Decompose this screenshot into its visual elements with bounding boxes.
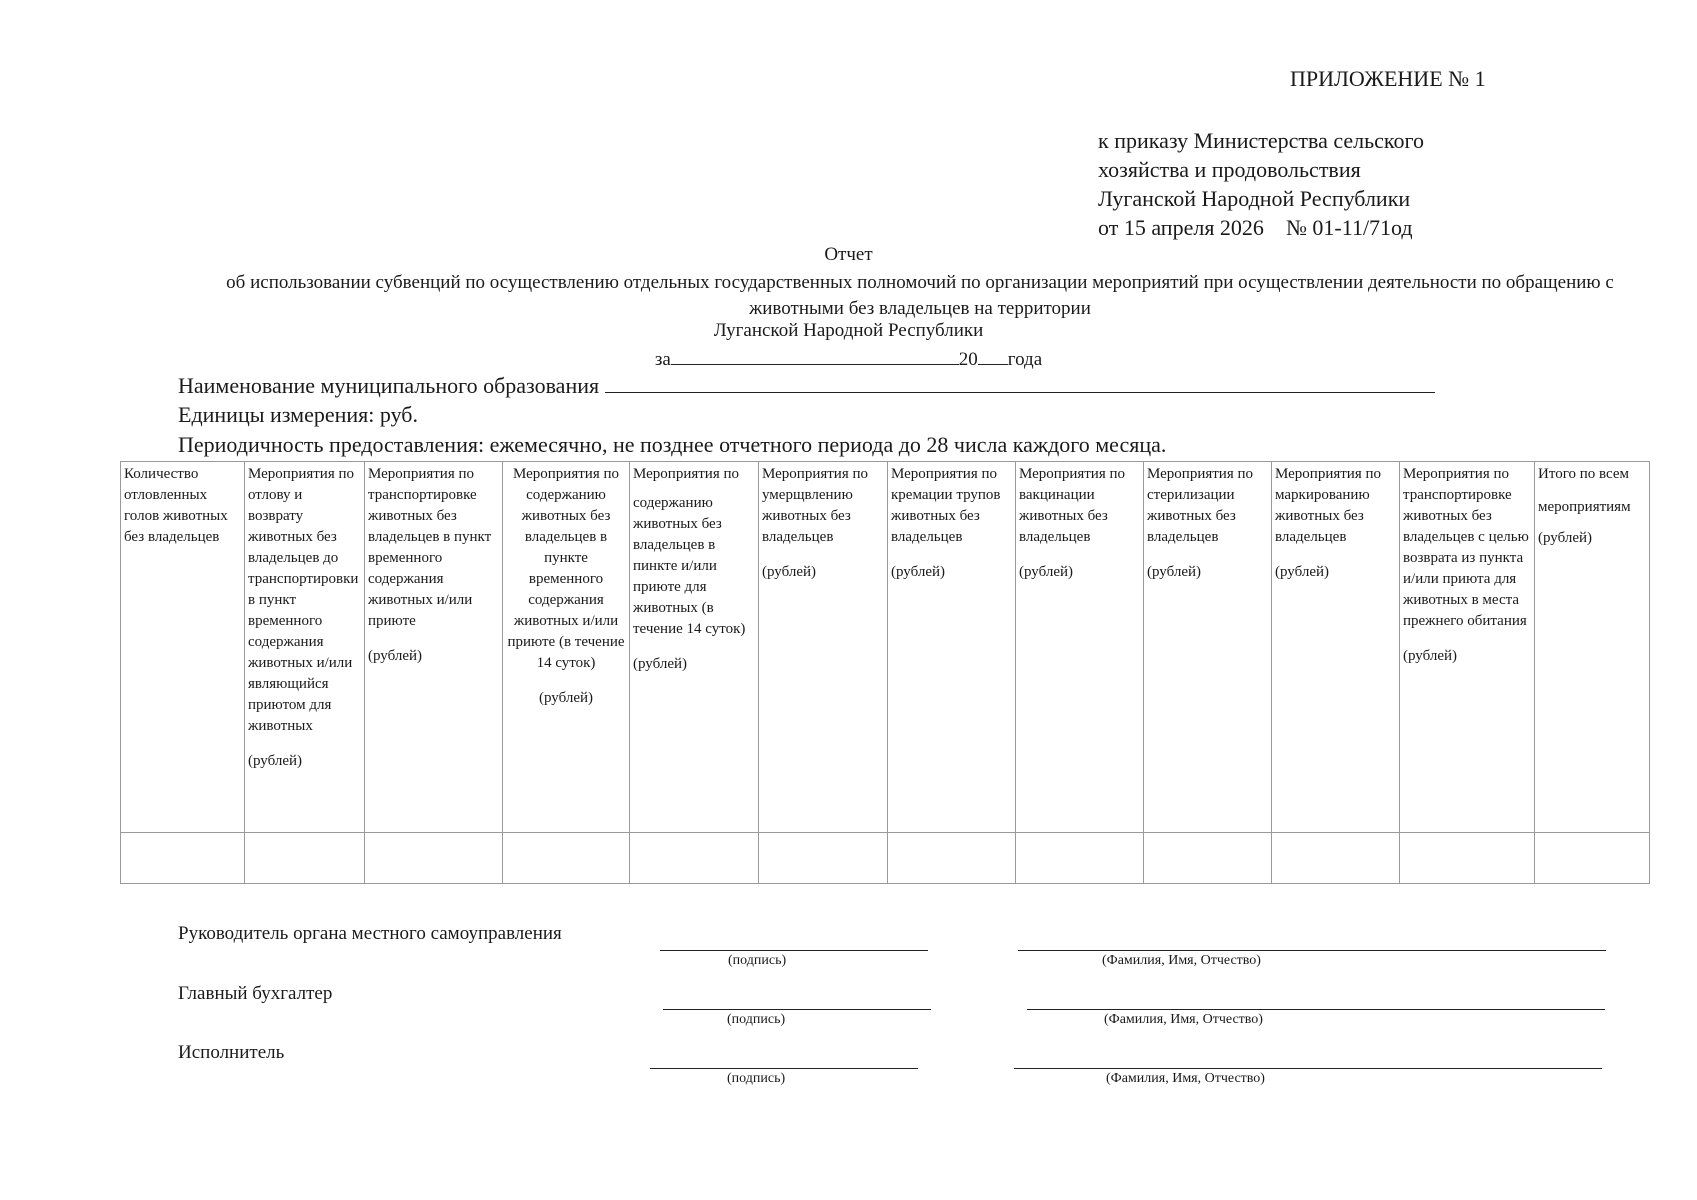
- column-header: Мероприятия по содержанию животных без владельцев в пункте временного содержания животных и/или приюте (в течение 14 суток) (рублей): [503, 462, 630, 833]
- column-header: Мероприятия по транспортировке животных без владельцев в пункт временного содержания животных и/или приюте (рублей): [365, 462, 503, 833]
- table-cell[interactable]: [630, 833, 759, 884]
- table-cell[interactable]: [503, 833, 630, 884]
- signature-label-executor: Исполнитель: [178, 1042, 285, 1063]
- municipality-field[interactable]: [605, 372, 1435, 393]
- table-header-row: [121, 462, 1650, 833]
- period-year: 20: [958, 349, 978, 370]
- signature-label-head: Руководитель органа местного самоуправления: [178, 923, 562, 944]
- order-date: от 15 апреля 2026: [1098, 215, 1264, 240]
- report-title: Отчет: [824, 244, 873, 265]
- column-header: Мероприятия по маркированию животных без владельцев (рублей): [1272, 462, 1400, 833]
- column-header: Количество отловленных голов животных без владельцев: [121, 462, 245, 833]
- order-date-line: [1098, 213, 1424, 242]
- signature-line[interactable]: [660, 950, 928, 951]
- name-line[interactable]: [1018, 950, 1606, 951]
- order-line: к приказу Министерства сельского: [1098, 128, 1424, 153]
- table-cell[interactable]: [365, 833, 503, 884]
- name-caption: (Фамилия, Имя, Отчество): [1102, 953, 1261, 968]
- table-cell[interactable]: [121, 833, 245, 884]
- column-header: Мероприятия по транспортировке животных без владельцев с целью возврата из пункта и/или приюта для животных в места прежнего обитания (рублей): [1400, 462, 1535, 833]
- table-cell[interactable]: [1535, 833, 1650, 884]
- column-header: Мероприятия по содержанию животных без владельцев в пинкте и/или приюте для животных (в течение 14 суток) (рублей): [630, 462, 759, 833]
- table-cell[interactable]: [888, 833, 1016, 884]
- report-subtitle: об использовании субвенций по осуществлению отдельных государственных полномочий по организации мероприятий при осуществлении деятельности по обращению с животными без владельцев на территории: [226, 272, 1614, 319]
- column-header: Мероприятия по кремации трупов животных без владельцев (рублей): [888, 462, 1016, 833]
- appendix-title: ПРИЛОЖЕНИЕ № 1: [1290, 66, 1486, 91]
- name-caption: (Фамилия, Имя, Отчество): [1106, 1071, 1265, 1086]
- signature-caption: (подпись): [728, 953, 787, 968]
- name-line[interactable]: [1027, 1009, 1605, 1010]
- order-line: Луганской Народной Республики: [1098, 186, 1411, 211]
- order-line: хозяйства и продовольствия: [1098, 157, 1361, 182]
- signature-label-accountant: Главный бухгалтер: [178, 983, 333, 1004]
- table-cell[interactable]: [1144, 833, 1272, 884]
- period-prefix: за: [654, 349, 671, 370]
- period-suffix: года: [1007, 349, 1043, 370]
- column-header: Мероприятия по стерилизации животных без владельцев (рублей): [1144, 462, 1272, 833]
- municipality-label: Наименование муниципального образования: [178, 373, 600, 398]
- report-region: Луганской Народной Республики: [713, 320, 984, 341]
- frequency-label: Периодичность предоставления: ежемесячно, не позднее отчетного периода до 28 числа каждого месяца.: [178, 432, 1167, 457]
- column-header: Мероприятия по отлову и возврату животных без владельцев до транспортировки в пункт временного содержания животных и/или являющийся приютом для животных (рублей): [245, 462, 365, 833]
- municipality-row: [178, 372, 1435, 399]
- column-header: Мероприятия по вакцинации животных без владельцев (рублей): [1016, 462, 1144, 833]
- signature-caption: (подпись): [727, 1071, 786, 1086]
- name-caption: (Фамилия, Имя, Отчество): [1104, 1012, 1263, 1027]
- signature-line[interactable]: [650, 1068, 918, 1069]
- column-header: Мероприятия по умерщвлению животных без владельцев (рублей): [759, 462, 888, 833]
- period-year-field[interactable]: [978, 346, 1008, 365]
- name-line[interactable]: [1014, 1068, 1602, 1069]
- table-cell[interactable]: [1272, 833, 1400, 884]
- table-cell[interactable]: [1400, 833, 1535, 884]
- signature-line[interactable]: [663, 1009, 931, 1010]
- column-header: Итого по всем мероприятиям (рублей): [1535, 462, 1650, 833]
- table-row: [121, 833, 1650, 884]
- table-cell[interactable]: [759, 833, 888, 884]
- report-period: [0, 346, 1697, 371]
- order-reference: [1098, 126, 1424, 242]
- order-number: № 01-11/71од: [1285, 215, 1413, 240]
- table-cell[interactable]: [245, 833, 365, 884]
- units-label: Единицы измерения: руб.: [178, 402, 419, 427]
- table-cell[interactable]: [1016, 833, 1144, 884]
- report-table: [120, 461, 1650, 884]
- signature-caption: (подпись): [727, 1012, 786, 1027]
- period-field[interactable]: [671, 346, 959, 365]
